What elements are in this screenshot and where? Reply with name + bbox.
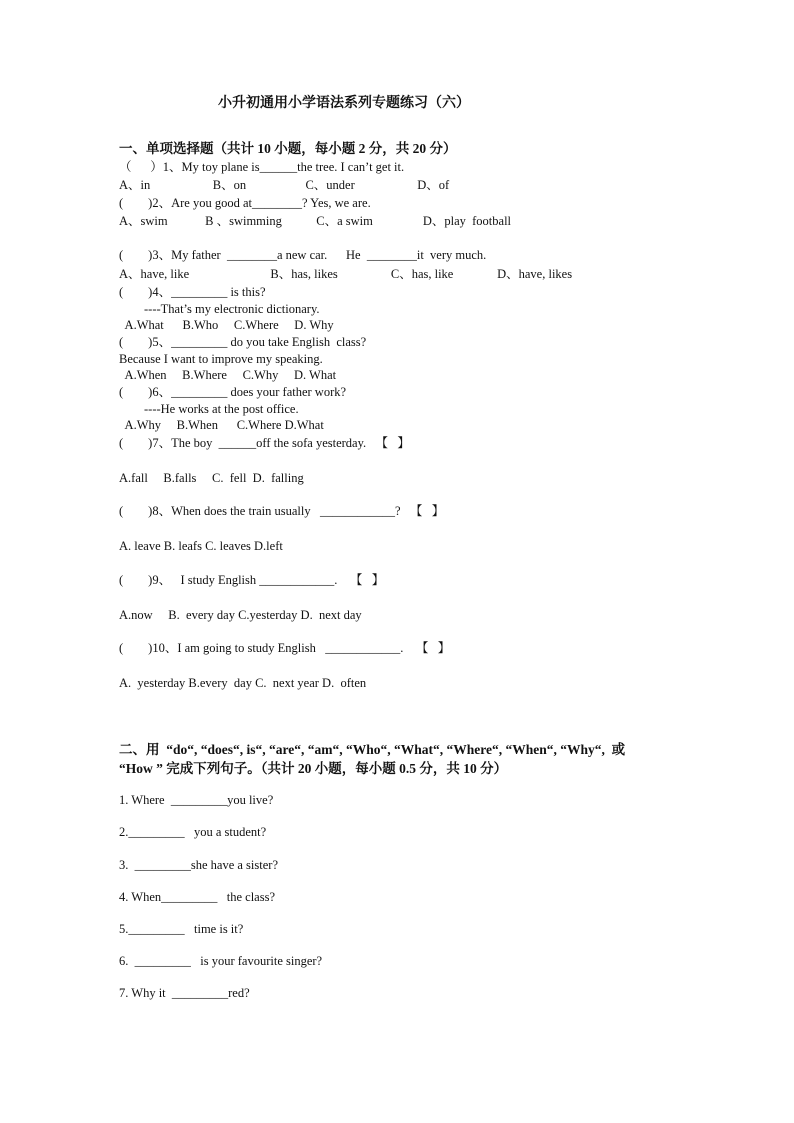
question-10: ( )10、I am going to study English ____________. 【 】	[119, 641, 451, 655]
section2-heading-line2: “How ” 完成下列句子。（共计 20 小题，每小题 0.5 分，共 10 分）	[119, 761, 508, 776]
page-title: 小升初通用小学语法系列专题练习（六）	[218, 96, 470, 111]
question-7: ( )7、The boy ______off the sofa yesterday. 【 】	[119, 436, 410, 450]
question-3: ( )3、My father ________a new car. He ________it very much.	[119, 248, 487, 262]
fill-item-1: 1. Where _________you live?	[119, 793, 274, 807]
fill-item-5: 5._________ time is it?	[119, 922, 244, 936]
question-5-options: A.When B.Where C.Why D. What	[119, 368, 337, 382]
question-4-options: A.What B.Who C.Where D. Why	[119, 318, 334, 332]
question-4-dialog: ----That’s my electronic dictionary.	[119, 302, 320, 316]
question-5: ( )5、_________ do you take English class?	[119, 335, 367, 349]
question-4: ( )4、_________ is this?	[119, 285, 266, 299]
question-1: （ ）1、My toy plane is______the tree. I can’t get it.	[119, 160, 405, 174]
fill-item-6: 6. _________ is your favourite singer?	[119, 954, 323, 968]
question-2: ( )2、Are you good at________? Yes, we are.	[119, 196, 371, 210]
fill-item-4: 4. When_________ the class?	[119, 890, 275, 904]
section2-heading-line1: 二、用 “do“, “does“, is“, “are“, “am“, “Who“, “What“, “Where“, “When“, “Why“, 或	[119, 742, 626, 757]
question-9: ( )9、 I study English ____________. 【 】	[119, 573, 385, 587]
question-3-options: A、have, like B、has, likes C、has, like D、have, likes	[119, 267, 573, 281]
question-6: ( )6、_________ does your father work?	[119, 385, 347, 399]
question-8-options: A. leave B. leafs C. leaves D.left	[119, 539, 283, 553]
section1-heading: 一、单项选择题（共计 10 小题，每小题 2 分，共 20 分）	[119, 141, 457, 156]
question-7-options: A.fall B.falls C. fell D. falling	[119, 471, 304, 485]
question-8: ( )8、When does the train usually ____________? 【 】	[119, 504, 445, 518]
fill-item-7: 7. Why it _________red?	[119, 986, 250, 1000]
question-10-options: A. yesterday B.every day C. next year D. often	[119, 676, 367, 690]
question-6-dialog: ----He works at the post office.	[119, 402, 299, 416]
question-9-options: A.now B. every day C.yesterday D. next day	[119, 608, 362, 622]
fill-item-2: 2._________ you a student?	[119, 825, 267, 839]
question-2-options: A、swim B 、swimming C、a swim D、play football	[119, 214, 512, 228]
question-6-options: A.Why B.When C.Where D.What	[119, 418, 324, 432]
question-5-dialog: Because I want to improve my speaking.	[119, 352, 323, 366]
fill-item-3: 3. _________she have a sister?	[119, 858, 278, 872]
question-1-options: A、in B、on C、under D、of	[119, 178, 450, 192]
